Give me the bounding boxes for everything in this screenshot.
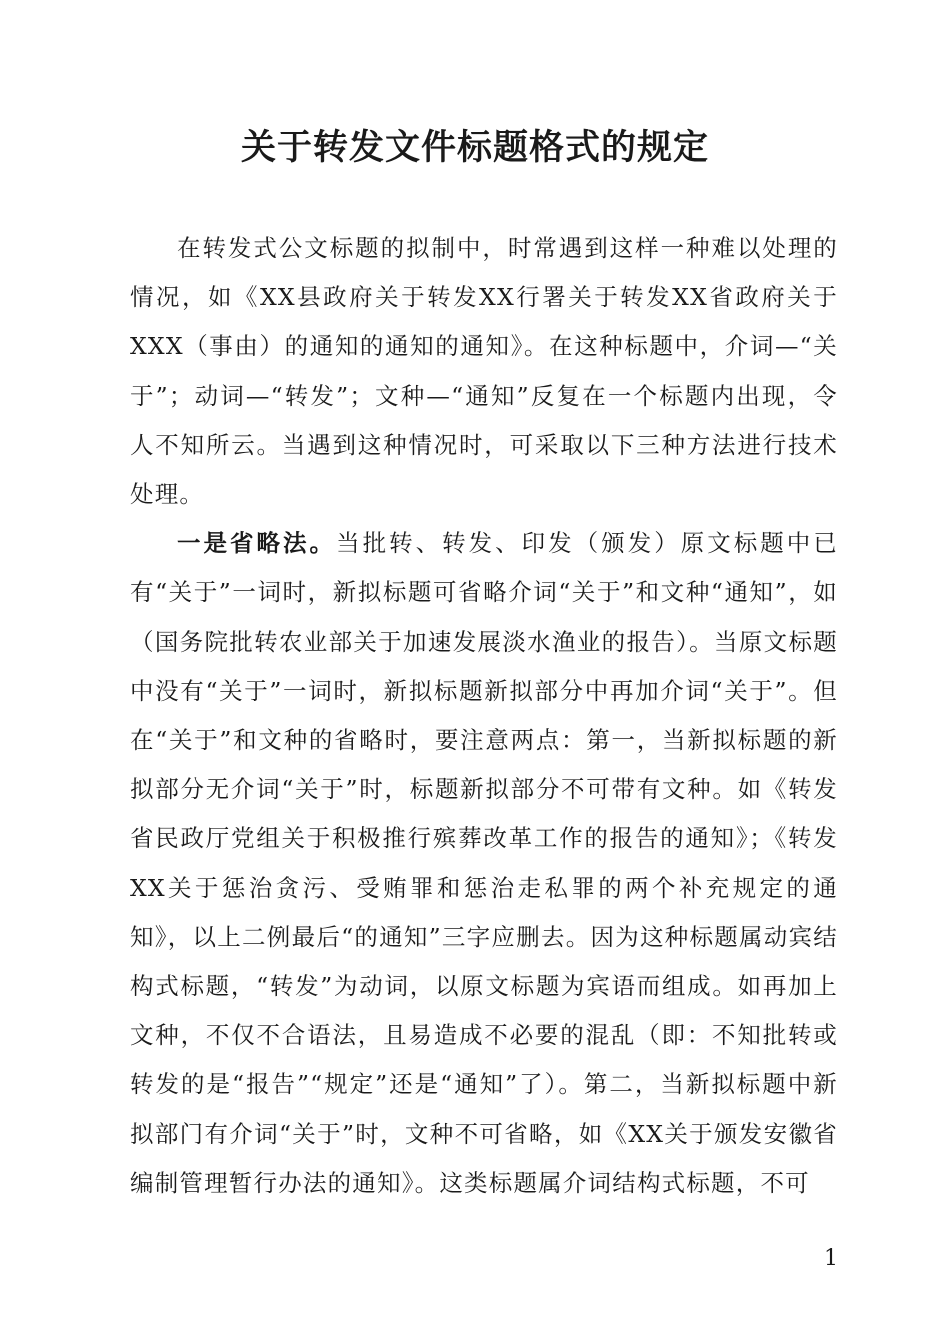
paragraph-lead-heading: 一是省略法。 — [177, 529, 337, 558]
paragraph-omission-method — [130, 519, 838, 1208]
document-title: 关于转发文件标题格式的规定 — [240, 127, 709, 168]
paragraph-omission-text: 当批转、转发、印发（颁发）原文标题中已有“关于”一词时，新拟标题可省略介词“关于”和文种“通知”，如（国务院批转农业部关于加速发展淡水渔业的报告）。当原文标题中没有“关于”一词时，新拟标题新拟部分中再加介词“关于”。但在“关于”和文种的省略时，要注意两点：第一，当新拟标题的新拟部分无介词“关于”时，标题新拟部分不可带有文种。如《转发省民政厅党组关于积极推行殡葬改革工作的报告的通知》；《转发XX关于惩治贪污、受贿罪和惩治走私罪的两个补充规定的通知》，以上二例最后“的通知”三字应删去。因为这种标题属动宾结构式标题，“转发”为动词，以原文标题为宾语而组成。如再加上文种，不仅不合语法，且易造成不必要的混乱（即：不知批转或转发的是“报告”“规定”还是“通知”了）。第二，当新拟标题中新拟部门有介词“关于”时，文种不可省略，如《XX关于颁发安徽省编制管理暂行办法的通知》。这类标题属介词结构式标题，不可 — [130, 529, 838, 1197]
page-number: 1 — [824, 1246, 838, 1271]
paragraph-intro: 在转发式公文标题的拟制中，时常遇到这样一种难以处理的情况，如《XX县政府关于转发XX行署关于转发XX省政府关于XXX（事由）的通知的通知的通知》。在这种标题中，介词—“关于”；动词—“转发”；文种—“通知”反复在一个标题内出现，令人不知所云。当遇到这种情况时，可采取以下三种方法进行技术处理。 — [130, 234, 838, 509]
document-body — [130, 224, 838, 1208]
